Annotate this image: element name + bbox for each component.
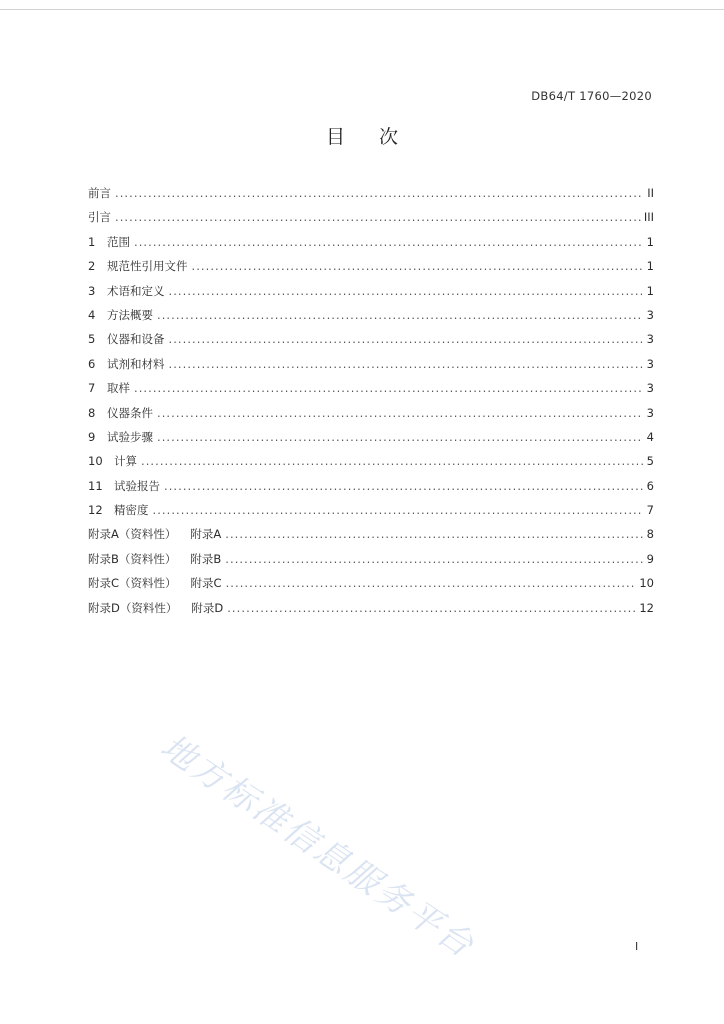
dot-leader [169,284,644,298]
toc-entry-number: 1 [88,234,96,249]
toc-entry-number: 6 [88,356,96,371]
toc-entry-label: 计算 [114,454,137,469]
toc-entry-page: 7 [646,503,654,518]
dot-leader [226,576,637,590]
toc-entry-page: II [647,186,654,200]
toc-entry-number: 11 [88,478,103,493]
toc-entry-page: 4 [646,429,654,444]
toc-entry-label: 方法概要 [107,307,153,322]
toc-entry-label: 引言 [88,210,111,225]
dot-leader [157,308,643,322]
toc-entry[interactable] [88,331,654,355]
toc-entry-label: 仪器和设备 [107,332,165,347]
toc-entry[interactable] [88,526,654,550]
dot-leader [115,210,641,224]
toc-entry[interactable] [88,600,654,624]
toc-entry[interactable] [88,258,654,282]
standard-number: DB64/T 1760—2020 [531,89,652,103]
toc-entry-page: 9 [646,551,654,566]
toc-entry-subtitle: 附录B [190,551,222,566]
toc-entry[interactable] [88,356,654,380]
toc-entry-label: 术语和定义 [107,283,165,298]
dot-leader [153,503,644,517]
toc-entry[interactable] [88,185,654,209]
toc-entry[interactable] [88,575,654,599]
toc-entry-number: 10 [88,454,103,469]
toc-entry-label: 范围 [107,234,130,249]
toc-entry-label: 仪器条件 [107,405,153,420]
toc-entry-label: 精密度 [114,503,149,518]
toc-entry[interactable] [88,234,654,258]
dot-leader [225,552,643,566]
scan-top-rule [0,9,724,10]
toc-entry-page: 3 [646,356,654,371]
dot-leader [192,259,644,273]
toc-entry[interactable] [88,209,654,233]
toc-entry[interactable] [88,453,654,477]
toc-entry-page: 8 [646,527,654,542]
toc-entry-label: 附录C（资料性） [88,576,177,591]
toc-entry-number: 5 [88,332,96,347]
toc-entry-page: 3 [646,381,654,396]
toc-entry-label: 试验步骤 [107,429,153,444]
dot-leader [157,430,643,444]
toc-entry-number: 8 [88,405,96,420]
toc-entry-label: 试剂和材料 [107,356,165,371]
dot-leader [225,527,643,541]
toc-entry[interactable] [88,380,654,404]
toc-entry-page: 6 [646,478,654,493]
toc-entry-number: 2 [88,259,96,274]
dot-leader [169,357,644,371]
toc-entry-page: 5 [646,454,654,469]
page-title: 目次 [325,126,432,148]
table-of-contents [88,185,654,624]
toc-entry-page: 3 [646,405,654,420]
watermark-text: 地方标准信息服务平台 [153,726,483,967]
toc-entry-number: 9 [88,429,96,444]
toc-entry-label: 规范性引用文件 [107,259,188,274]
toc-entry-page: 3 [646,307,654,322]
toc-entry[interactable] [88,405,654,429]
toc-entry-number: 7 [88,381,96,396]
toc-entry-page: 10 [639,576,654,591]
toc-entry-page: 3 [646,332,654,347]
toc-entry-label: 附录B（资料性） [88,551,177,566]
toc-entry[interactable] [88,429,654,453]
toc-entry[interactable] [88,502,654,526]
dot-leader [141,454,643,468]
toc-entry-number: 4 [88,307,96,322]
dot-leader [115,186,643,200]
toc-entry-page: 1 [646,283,654,298]
toc-entry-label: 前言 [88,186,111,200]
dot-leader [134,381,643,395]
dot-leader [169,332,644,346]
toc-entry-label: 取样 [107,381,130,396]
toc-entry-label: 试验报告 [114,478,160,493]
toc-entry-page: 1 [646,259,654,274]
toc-entry-label: 附录A（资料性） [88,527,177,542]
dot-leader [157,406,643,420]
toc-entry[interactable] [88,307,654,331]
dot-leader [164,479,643,493]
toc-entry-page: 12 [639,600,654,615]
toc-entry[interactable] [88,283,654,307]
toc-entry-number: 3 [88,283,96,298]
toc-entry[interactable] [88,551,654,575]
toc-entry-subtitle: 附录A [190,527,222,542]
toc-entry-subtitle: 附录D [191,600,224,615]
toc-entry-number: 12 [88,503,103,518]
toc-entry-page: III [643,210,654,225]
toc-entry-label: 附录D（资料性） [88,600,178,615]
toc-entry-page: 1 [646,234,654,249]
dot-leader [134,235,643,249]
toc-entry-subtitle: 附录C [190,576,222,591]
page-number: I [635,940,639,953]
dot-leader [227,601,636,615]
toc-entry[interactable] [88,478,654,502]
